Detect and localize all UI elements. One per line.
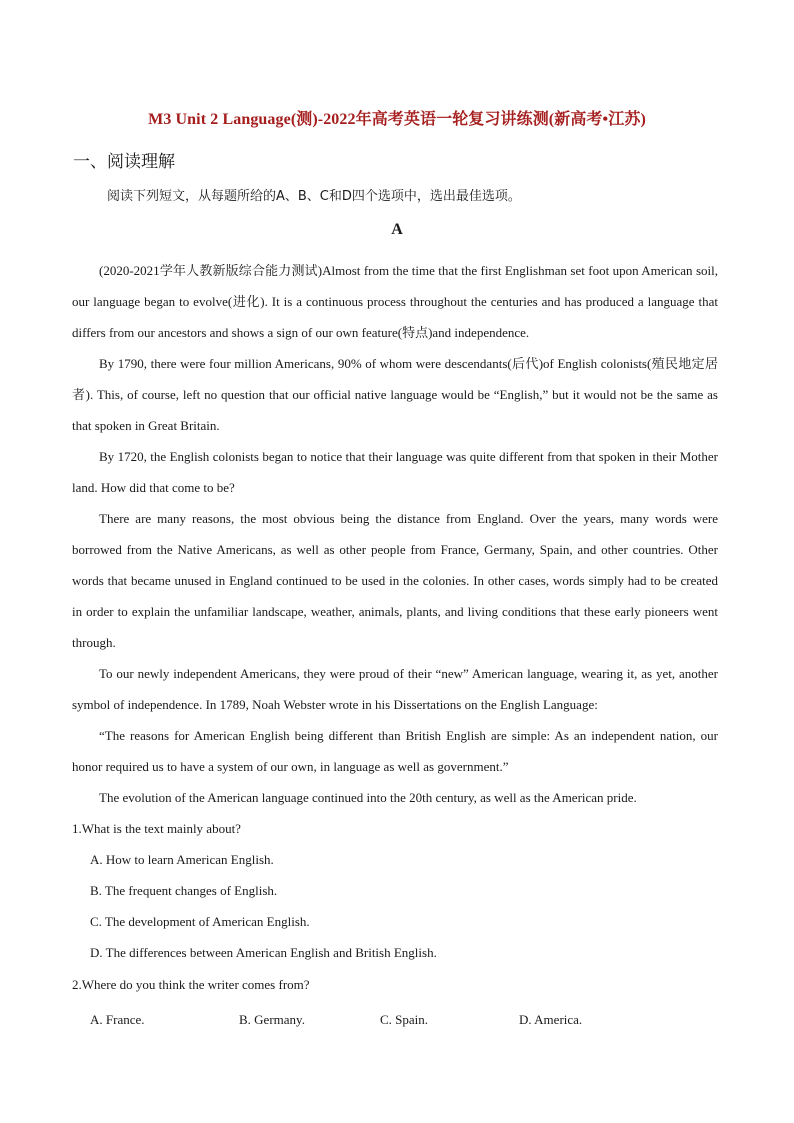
document-title: M3 Unit 2 Language(测)-2022年高考英语一轮复习讲练测(新高考•江苏) <box>148 111 646 128</box>
question-1-option-b: B. The frequent changes of English. <box>90 883 278 898</box>
section-heading: 一、阅读理解 <box>73 152 175 172</box>
question-2-stem: 2.Where do you think the writer comes from? <box>72 977 310 992</box>
question-2-option-c: C. Spain. <box>380 1012 429 1027</box>
question-1-option-a: A. How to learn American English. <box>90 852 274 867</box>
question-2-option-d: D. America. <box>519 1012 583 1027</box>
paragraph: There are many reasons, the most obvious being the distance from England. Over the years, many words were borrowed from the Native Americans, as well as other people from France, Germany, Spain, and other countries. Other words that became unused in England continued to be used in the colonies. In other cases, words simply had to be created in order to explain the unfamiliar landscape, weather, animals, plants, and living conditions that these early pioneers went through. <box>72 511 718 650</box>
paragraph: By 1720, the English colonists began to notice that their language was quite different from that spoken in their Mother land. How did that come to be? <box>72 449 718 495</box>
paragraph: The evolution of the American language continued into the 20th century, as well as the American pride. <box>99 790 637 805</box>
paragraph: (2020-2021学年人教新版综合能力测试)Almost from the time that the first Englishman set foot upon American soil, our language began to evolve(进化). It is a continuous process throughout the centuries and has produced a language that differs from our ancestors and shows a sign of our own feature(特点)and independence. <box>72 263 718 340</box>
question-1-option-d: D. The differences between American English and British English. <box>90 945 437 960</box>
question-1-option-c: C. The development of American English. <box>90 914 310 929</box>
question-2-option-b: B. Germany. <box>239 1012 305 1027</box>
question-1-stem: 1.What is the text mainly about? <box>72 821 241 836</box>
paragraph: By 1790, there were four million Americans, 90% of whom were descendants(后代)of English colonists(殖民地定居者). This, of course, left no question that our official native language would be “English,” but it would not be the same as that spoken in Great Britain. <box>72 356 718 433</box>
passage-body <box>72 255 718 813</box>
paragraph: To our newly independent Americans, they were proud of their “new” American language, wearing it, as yet, another symbol of independence. In 1789, Noah Webster wrote in his Dissertations on the English Language: <box>72 666 718 712</box>
question-2-option-a: A. France. <box>90 1012 145 1027</box>
instructions: 阅读下列短文，从每题所给的A、B、C和D四个选项中，选出最佳选项。 <box>107 189 521 204</box>
paragraph: “The reasons for American English being different than British English are simple: As an independent nation, our honor required us to have a system of our own, in language as well as government.” <box>72 728 718 774</box>
passage-label: A <box>391 221 403 238</box>
question-2-options <box>90 1004 730 1035</box>
